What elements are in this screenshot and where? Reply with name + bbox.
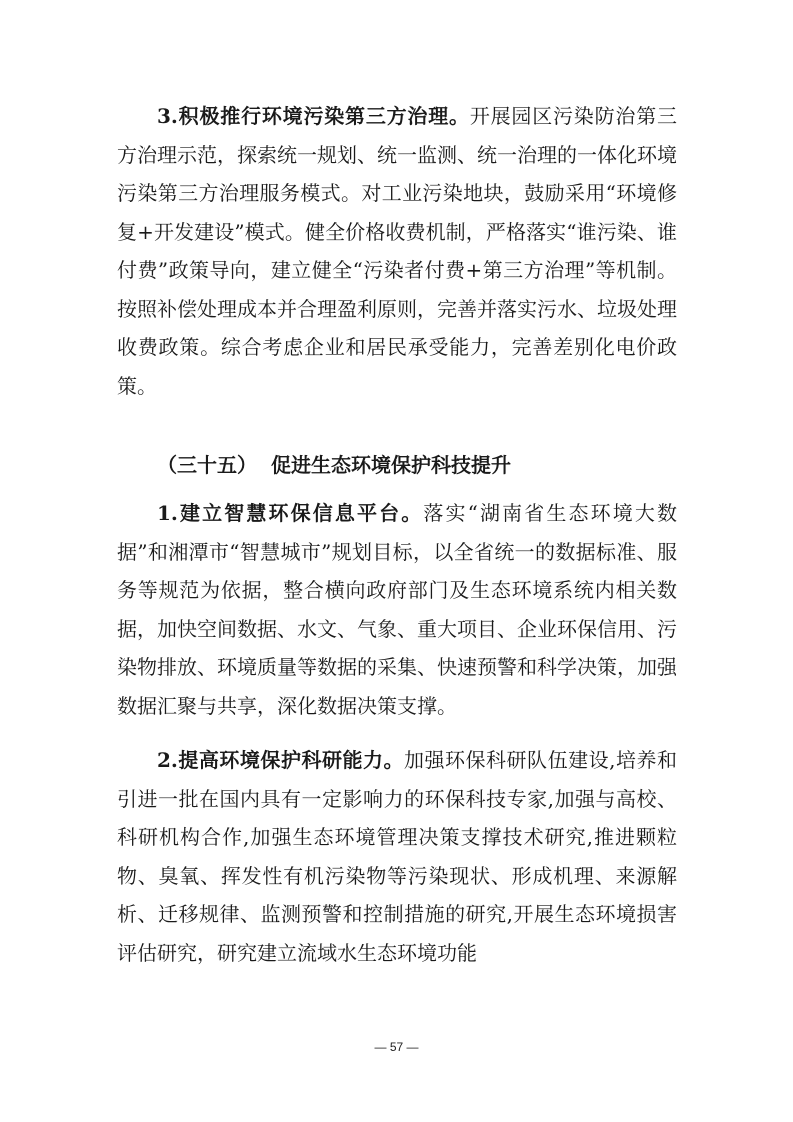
paragraph-body: 落实“湖南省生态环境大数据”和湘潭市“智慧城市”规划目标，以全省统一的数据标准、服务等规范为依据，整合横向政府部门及生态环境系统内相关数据，加快空间数据、水文、气象、重大项目、企业环保信用、污染物排放、环境质量等数据的采集、快速预警和科学决策，加强数据汇聚与共享，深化数据决策支撑。 <box>117 501 677 718</box>
section-heading-title: 促进生态环境保护科技提升 <box>271 453 511 477</box>
paragraph-lead: 1.建立智慧环保信息平台。 <box>157 501 424 525</box>
paragraph-lead: 2.提高环境保护科研能力。 <box>157 748 404 772</box>
paragraph-body: 加强环保科研队伍建设,培养和引进一批在国内具有一定影响力的环保科技专家,加强与高校、科研机构合作,加强生态环境管理决策支撑技术研究,推进颗粒物、臭氧、挥发性有机污染物等污染现状、形成机理、来源解析、迁移规律、监测预警和控制措施的研究,开展生态环境损害评估研究，研究建立流域水生态环境功能 <box>117 748 677 965</box>
section-heading <box>157 446 511 484</box>
paragraph-research-capacity <box>117 741 677 972</box>
section-heading-number: （三十五） <box>157 453 257 477</box>
page-number: — 57 — <box>374 1040 419 1054</box>
paragraph-lead: 3.积极推行环境污染第三方治理。 <box>157 104 470 128</box>
paragraph-smart-platform <box>117 494 677 725</box>
paragraph-third-party-governance <box>117 97 677 405</box>
paragraph-body: 开展园区污染防治第三方治理示范，探索统一规划、统一监测、统一治理的一体化环境污染第三方治理服务模式。对工业污染地块，鼓励采用“环境修复+开发建设”模式。健全价格收费机制，严格落实“谁污染、谁付费”政策导向，建立健全“污染者付费+第三方治理”等机制。按照补偿处理成本并合理盈利原则，完善并落实污水、垃圾处理收费政策。综合考虑企业和居民承受能力，完善差别化电价政策。 <box>117 104 677 398</box>
